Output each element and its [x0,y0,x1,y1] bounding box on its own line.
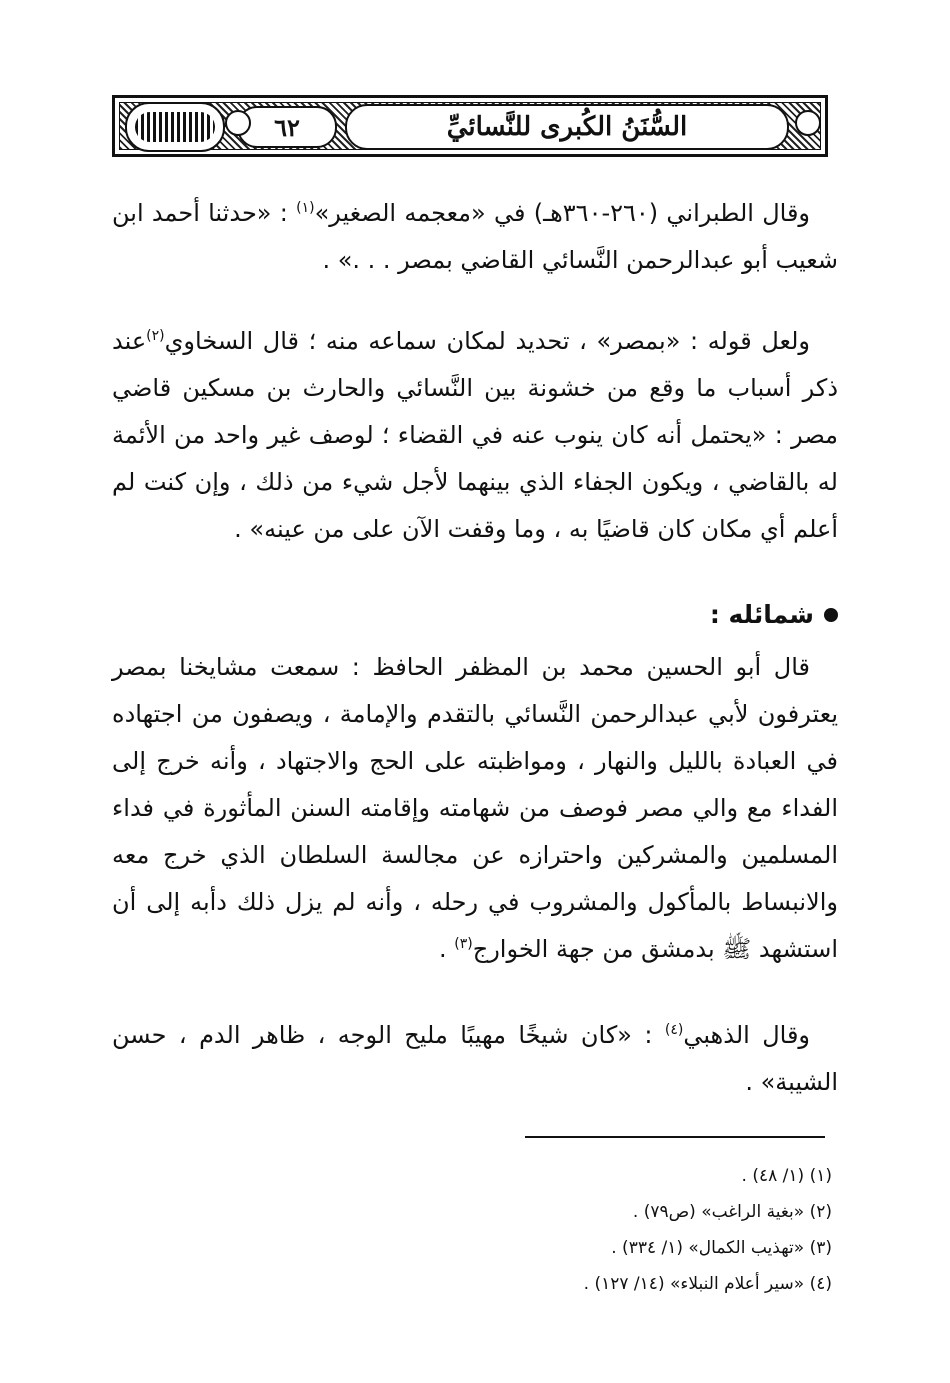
paragraph-tabarani: وقال الطبراني (٢٦٠-٣٦٠هـ) في «معجمه الصغير»$^{(١)}$ : «حدثنا أحمد ابن شعيب أبو عبدالرحمن النَّسائي القاضي بمصر . . .» . [112,199,838,274]
page-header-ornament [112,95,828,157]
rosette-ornament-icon [795,110,821,136]
footnote-2: (٢) «بغية الراغب» (ص٧٩) . [632,1202,832,1222]
footnotes [584,1158,832,1302]
bullet-icon [824,608,838,622]
paragraph-dhahabi: وقال الذهبي$^{(٤)}$ : «كان شيخًا مهيبًا مليح الوجه ، ظاهر الدم ، حسن الشيبة» . [112,1021,838,1096]
footnote-ref: (٤) [664,1022,684,1038]
page-number: ٦٢ [237,106,337,148]
book-title: السُّنَنُ الكُبرى للنَّسائيِّ [345,104,789,150]
footnote-1: (١) (١/ ٤٨) . [741,1166,832,1186]
footnote-3: (٣) «تهذيب الكمال» (١/ ٣٣٤) . [611,1238,832,1258]
footnote-ref: (٣) [454,936,473,952]
section-heading: شمائله : [710,600,838,629]
footnote-ref: (٢) [146,328,165,344]
paragraph-sakhawi: ولعل قوله : «بمصر» ، تحديد لمكان سماعه منه ؛ قال السخاوي$^{(٢)}$عند ذكر أسباب ما وقع من خشونة بين النَّسائي والحارث بن مسكين قاضي مصر : «يحتمل أنه كان ينوب عنه في القضاء ؛ لوصف غير واحد من الأئمة له بالقاضي ، ويكون الجفاء الذي بينهما لأجل شيء من ذلك ، وإن كنت لم أعلم أي مكان كان قاضيًا به ، وما وقفت الآن على من عينه» . [112,327,838,543]
rosette-ornament-icon [225,110,251,136]
footnote-4: (٤) «سير أعلام النبلاء» (١٤/ ١٢٧) . [583,1274,832,1294]
paragraph-shamail: قال أبو الحسين محمد بن المظفر الحافظ : سمعت مشايخنا بمصر يعترفون لأبي عبدالرحمن النَّسائي بالتقدم والإمامة ، ويصفون من اجتهاده في العبادة بالليل والنهار ، ومواظبته على الحج والاجتهاد ، وأنه خرج إلى الفداء مع والي مصر فوصف من شهامته وإقامته السنن المأثورة في فداء المسلمين والمشركين واحترازه عن مجالسة السلطان الذي خرج معه والانبساط بالمأكول والمشروب في رحله ، وأنه لم يزل ذلك دأبه إلى أن استشهد ﷺ بدمشق من جهة الخوارج$^{(٣)}$ . [112,653,838,963]
footnote-divider [525,1136,825,1138]
book-emblem-logo [125,102,225,152]
footnote-ref: (١) [296,200,315,216]
